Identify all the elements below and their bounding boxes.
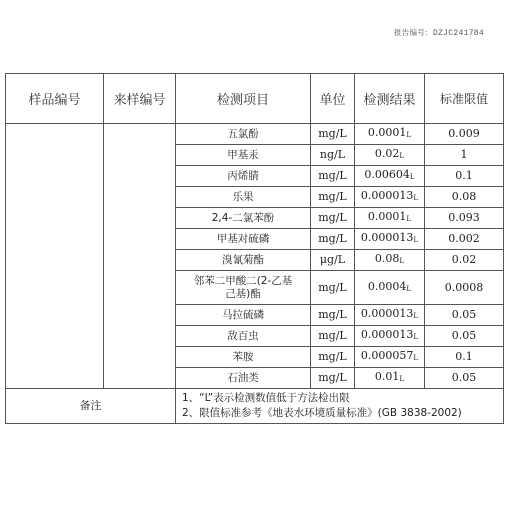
limit-cell: 0.05 (425, 368, 504, 389)
item-cell: 溴氰菊酯 (176, 250, 311, 271)
result-value: 0.00604 (364, 168, 410, 181)
item-cell: 丙烯腈 (176, 166, 311, 187)
below-limit-flag: L (413, 354, 419, 362)
item-line-1: 邻苯二甲酸二(2-乙基 (193, 274, 293, 287)
limit-cell: 0.05 (425, 326, 504, 347)
unit-cell: mg/L (311, 166, 355, 187)
limit-cell: 0.093 (425, 208, 504, 229)
item-cell: 苯胺 (176, 347, 311, 368)
below-limit-flag: L (399, 152, 405, 160)
limit-cell: 0.02 (425, 250, 504, 271)
table-row (6, 124, 504, 145)
result-value: 0.000013 (360, 231, 414, 244)
item-line-2: 己基)酯 (225, 287, 261, 300)
result-cell (355, 124, 425, 145)
result-cell (355, 271, 425, 305)
header-unit: 单位 (311, 74, 355, 124)
notes-row (6, 389, 504, 424)
unit-cell: mg/L (311, 208, 355, 229)
result-value: 0.000013 (360, 307, 414, 320)
incoming-no-cell (104, 124, 176, 389)
limit-cell: 0.08 (425, 187, 504, 208)
notes-content (176, 389, 504, 424)
limit-cell: 0.0008 (425, 271, 504, 305)
unit-cell: mg/L (311, 124, 355, 145)
below-limit-flag: L (413, 194, 419, 202)
notes-label: 备注 (6, 389, 176, 424)
result-cell (355, 347, 425, 368)
item-cell: 敌百虫 (176, 326, 311, 347)
result-cell (355, 305, 425, 326)
result-value: 0.02 (374, 147, 400, 160)
unit-cell: μg/L (311, 250, 355, 271)
note-line-1: 1、“L”表示检测数值低于方法检出限 (182, 392, 350, 404)
result-cell (355, 145, 425, 166)
unit-cell: ng/L (311, 145, 355, 166)
unit-cell: mg/L (311, 305, 355, 326)
result-cell (355, 250, 425, 271)
header-sample-no: 样品编号 (6, 74, 104, 124)
limit-cell: 0.002 (425, 229, 504, 250)
note-line-2: 2、限值标准参考《地表水环境质量标准》(GB 3838-2002) (182, 407, 462, 419)
result-value: 0.000057 (360, 349, 414, 362)
result-value: 0.08 (374, 252, 400, 265)
unit-cell: mg/L (311, 187, 355, 208)
header-item: 检测项目 (176, 74, 311, 124)
below-limit-flag: L (406, 131, 412, 139)
unit-cell: mg/L (311, 271, 355, 305)
item-cell: 2,4-二氯苯酚 (176, 208, 311, 229)
below-limit-flag: L (406, 215, 412, 223)
result-value: 0.0004 (367, 279, 407, 293)
limit-cell: 0.05 (425, 305, 504, 326)
below-limit-flag: L (409, 173, 415, 181)
header-incoming-no: 来样编号 (104, 74, 176, 124)
unit-cell: mg/L (311, 229, 355, 250)
header-limit: 标准限值 (425, 74, 504, 124)
result-value: 0.000013 (360, 189, 414, 202)
item-cell: 马拉硫磷 (176, 305, 311, 326)
unit-cell: mg/L (311, 347, 355, 368)
header-result: 检测结果 (355, 74, 425, 124)
sample-no-cell (6, 124, 104, 389)
below-limit-flag: L (413, 333, 419, 341)
unit-cell: mg/L (311, 368, 355, 389)
result-cell (355, 208, 425, 229)
report-number-label: 报告编号: (393, 28, 428, 37)
item-cell: 五氯酚 (176, 124, 311, 145)
below-limit-flag: L (399, 257, 405, 265)
result-value: 0.0001 (367, 126, 407, 139)
below-limit-flag: L (406, 284, 412, 293)
below-limit-flag: L (413, 236, 419, 244)
result-cell (355, 166, 425, 187)
limit-cell: 0.1 (425, 166, 504, 187)
limit-cell: 1 (425, 145, 504, 166)
result-value: 0.000013 (360, 328, 414, 341)
results-table (5, 73, 504, 424)
item-cell: 石油类 (176, 368, 311, 389)
below-limit-flag: L (399, 375, 405, 383)
item-cell: 乐果 (176, 187, 311, 208)
unit-cell: mg/L (311, 326, 355, 347)
result-cell (355, 229, 425, 250)
below-limit-flag: L (413, 312, 419, 320)
limit-cell: 0.1 (425, 347, 504, 368)
item-cell: 甲基对硫磷 (176, 229, 311, 250)
result-value: 0.01 (374, 370, 400, 383)
report-number (394, 27, 484, 38)
result-cell (355, 368, 425, 389)
limit-cell: 0.009 (425, 124, 504, 145)
table-header-row (6, 74, 504, 124)
result-cell (355, 326, 425, 347)
result-cell (355, 187, 425, 208)
item-cell (176, 271, 311, 305)
report-number-value: DZJC241784 (432, 29, 484, 38)
result-value: 0.0001 (367, 210, 407, 223)
item-cell: 甲基汞 (176, 145, 311, 166)
